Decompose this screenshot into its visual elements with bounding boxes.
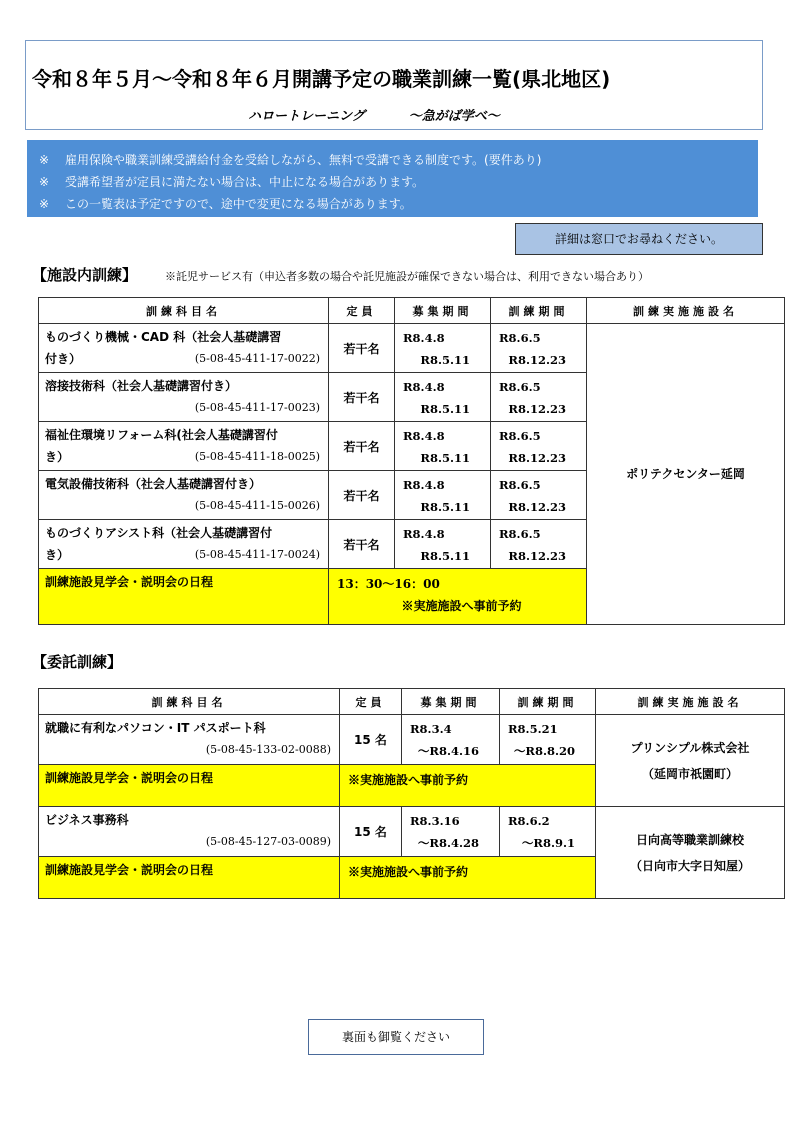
- capacity: 若干名: [329, 471, 395, 520]
- capacity: 若干名: [329, 422, 395, 471]
- training-end: R8.12.23: [508, 402, 566, 416]
- course-name: 就職に有利なパソコン・IT パスポート科: [45, 721, 266, 735]
- col-course-name: 訓練科目名: [39, 689, 340, 715]
- info-session-label: 訓練施設見学会・説明会の日程: [39, 569, 329, 625]
- note-item: [39, 149, 758, 171]
- info-session-label: 訓練施設見学会・説明会の日程: [39, 765, 340, 807]
- training-start: R8.6.5: [499, 331, 541, 345]
- recruit-period: [395, 520, 491, 569]
- course-code: (5-08-45-133-02-0088): [205, 743, 331, 756]
- facility-location: （延岡市祇園町）: [641, 766, 738, 781]
- capacity: 15 名: [340, 715, 402, 765]
- course-cell: [39, 471, 329, 520]
- facility-location: （日向市大字日知屋）: [629, 858, 750, 873]
- childcare-note: ※託児サービス有（申込者多数の場合や託児施設が確保できない場合は、利用できない場合あり）: [165, 270, 649, 283]
- info-session-time: 13：30～16：00: [337, 577, 440, 591]
- recruit-end: R8.5.11: [420, 500, 470, 514]
- training-end: ～R8.9.1: [521, 836, 575, 850]
- training-end: R8.12.23: [508, 451, 566, 465]
- table-row: [39, 324, 785, 373]
- training-period: [491, 471, 587, 520]
- course-code: (5-08-45-411-17-0024): [194, 548, 320, 561]
- recruit-end: ～R8.4.28: [417, 836, 479, 850]
- facility-name: プリンシプル株式会社: [630, 740, 750, 755]
- info-session-note: ※実施施設へ事前予約: [401, 599, 522, 613]
- notes-banner: [27, 140, 758, 217]
- table-row: [39, 715, 785, 765]
- course-cell: [39, 422, 329, 471]
- note-item: [39, 193, 758, 215]
- col-capacity: 定員: [329, 298, 395, 324]
- training-start: R8.6.5: [499, 429, 541, 443]
- facility-name: ポリテクセンター延岡: [587, 324, 785, 625]
- col-facility: 訓練実施施設名: [596, 689, 785, 715]
- training-start: R8.6.5: [499, 478, 541, 492]
- course-name: ものづくりアシスト科（社会人基礎講習付: [45, 526, 273, 540]
- info-session-note: ※実施施設へ事前予約: [340, 857, 596, 899]
- training-period: [491, 422, 587, 471]
- recruit-period: [402, 807, 500, 857]
- info-session-label: 訓練施設見学会・説明会の日程: [39, 857, 340, 899]
- training-period: [500, 715, 596, 765]
- subtitle-right: ～急がば学べ～: [408, 109, 500, 124]
- course-name-cont: き）: [45, 450, 70, 464]
- note-mark: ※: [39, 197, 50, 211]
- course-code: (5-08-45-411-17-0022): [194, 352, 320, 365]
- course-cell: [39, 807, 340, 857]
- training-period: [491, 520, 587, 569]
- col-recruit-period: 募集期間: [395, 298, 491, 324]
- course-cell: [39, 520, 329, 569]
- page-subtitle: [248, 105, 500, 124]
- facility-cell: [596, 715, 785, 807]
- recruit-start: R8.4.8: [403, 380, 445, 394]
- recruit-period: [395, 422, 491, 471]
- capacity: 若干名: [329, 373, 395, 422]
- recruit-end: R8.5.11: [420, 353, 470, 367]
- col-facility: 訓練実施施設名: [587, 298, 785, 324]
- recruit-end: ～R8.4.16: [417, 744, 479, 758]
- course-name: ものづくり機械・CAD 科（社会人基礎講習: [45, 330, 282, 344]
- page-title: 令和８年５月～令和８年６月開講予定の職業訓練一覧(県北地区): [32, 67, 611, 91]
- training-start: R8.5.21: [508, 722, 558, 736]
- course-code: (5-08-45-411-17-0023): [194, 401, 320, 414]
- course-name-cont: き）: [45, 548, 70, 562]
- training-start: R8.6.5: [499, 527, 541, 541]
- course-name: 福祉住環境リフォーム科(社会人基礎講習付: [45, 428, 278, 442]
- training-period: [491, 324, 587, 373]
- recruit-period: [402, 715, 500, 765]
- info-session-note: ※実施施設へ事前予約: [340, 765, 596, 807]
- recruit-start: R8.4.8: [403, 331, 445, 345]
- see-reverse-note: 裏面も御覧ください: [308, 1019, 484, 1055]
- course-name: ビジネス事務科: [45, 813, 129, 827]
- course-code: (5-08-45-127-03-0089): [205, 835, 331, 848]
- recruit-start: R8.3.16: [410, 814, 460, 828]
- training-start: R8.6.2: [508, 814, 550, 828]
- note-text: この一覧表は予定ですので、途中で変更になる場合があります。: [65, 197, 412, 211]
- subtitle-left: ハロートレーニング: [248, 109, 365, 124]
- commissioned-section-heading: 【委託訓練】: [32, 653, 123, 671]
- table-header-row: [39, 689, 785, 715]
- note-mark: ※: [39, 153, 50, 167]
- recruit-period: [395, 324, 491, 373]
- course-cell: [39, 373, 329, 422]
- facility-name: 日向高等職業訓練校: [635, 832, 744, 847]
- training-period: [500, 807, 596, 857]
- facility-training-table: [38, 297, 785, 625]
- recruit-start: R8.3.4: [410, 722, 452, 736]
- course-cell: [39, 324, 329, 373]
- training-end: R8.12.23: [508, 353, 566, 367]
- facility-section-heading: 【施設内訓練】: [32, 266, 138, 284]
- training-start: R8.6.5: [499, 380, 541, 394]
- training-end: ～R8.8.20: [513, 744, 575, 758]
- table-header-row: [39, 298, 785, 324]
- training-period: [491, 373, 587, 422]
- col-recruit-period: 募集期間: [402, 689, 500, 715]
- detail-inquiry-box: 詳細は窓口でお尋ねください。: [515, 223, 763, 255]
- recruit-period: [395, 471, 491, 520]
- recruit-period: [395, 373, 491, 422]
- capacity: 若干名: [329, 520, 395, 569]
- training-end: R8.12.23: [508, 549, 566, 563]
- col-training-period: 訓練期間: [491, 298, 587, 324]
- col-course-name: 訓練科目名: [39, 298, 329, 324]
- course-name-cont: 付き）: [45, 352, 82, 366]
- note-text: 受講希望者が定員に満たない場合は、中止になる場合があります。: [65, 175, 425, 189]
- note-text: 雇用保険や職業訓練受講給付金を受給しながら、無料で受講できる制度です。(要件あり): [65, 153, 542, 167]
- course-code: (5-08-45-411-18-0025): [194, 450, 320, 463]
- note-item: [39, 171, 758, 193]
- commissioned-training-table: [38, 688, 785, 899]
- course-name: 溶接技術科（社会人基礎講習付き）: [45, 379, 238, 393]
- course-code: (5-08-45-411-15-0026): [194, 499, 320, 512]
- capacity: 15 名: [340, 807, 402, 857]
- facility-cell: [596, 807, 785, 899]
- col-training-period: 訓練期間: [500, 689, 596, 715]
- col-capacity: 定員: [340, 689, 402, 715]
- info-session-details: [329, 569, 587, 625]
- course-cell: [39, 715, 340, 765]
- recruit-end: R8.5.11: [420, 549, 470, 563]
- note-mark: ※: [39, 175, 50, 189]
- title-box: [25, 40, 763, 130]
- table-row: [39, 807, 785, 857]
- training-end: R8.12.23: [508, 500, 566, 514]
- capacity: 若干名: [329, 324, 395, 373]
- recruit-end: R8.5.11: [420, 451, 470, 465]
- recruit-start: R8.4.8: [403, 527, 445, 541]
- recruit-end: R8.5.11: [420, 402, 470, 416]
- recruit-start: R8.4.8: [403, 478, 445, 492]
- recruit-start: R8.4.8: [403, 429, 445, 443]
- course-name: 電気設備技術科（社会人基礎講習付き）: [45, 477, 262, 491]
